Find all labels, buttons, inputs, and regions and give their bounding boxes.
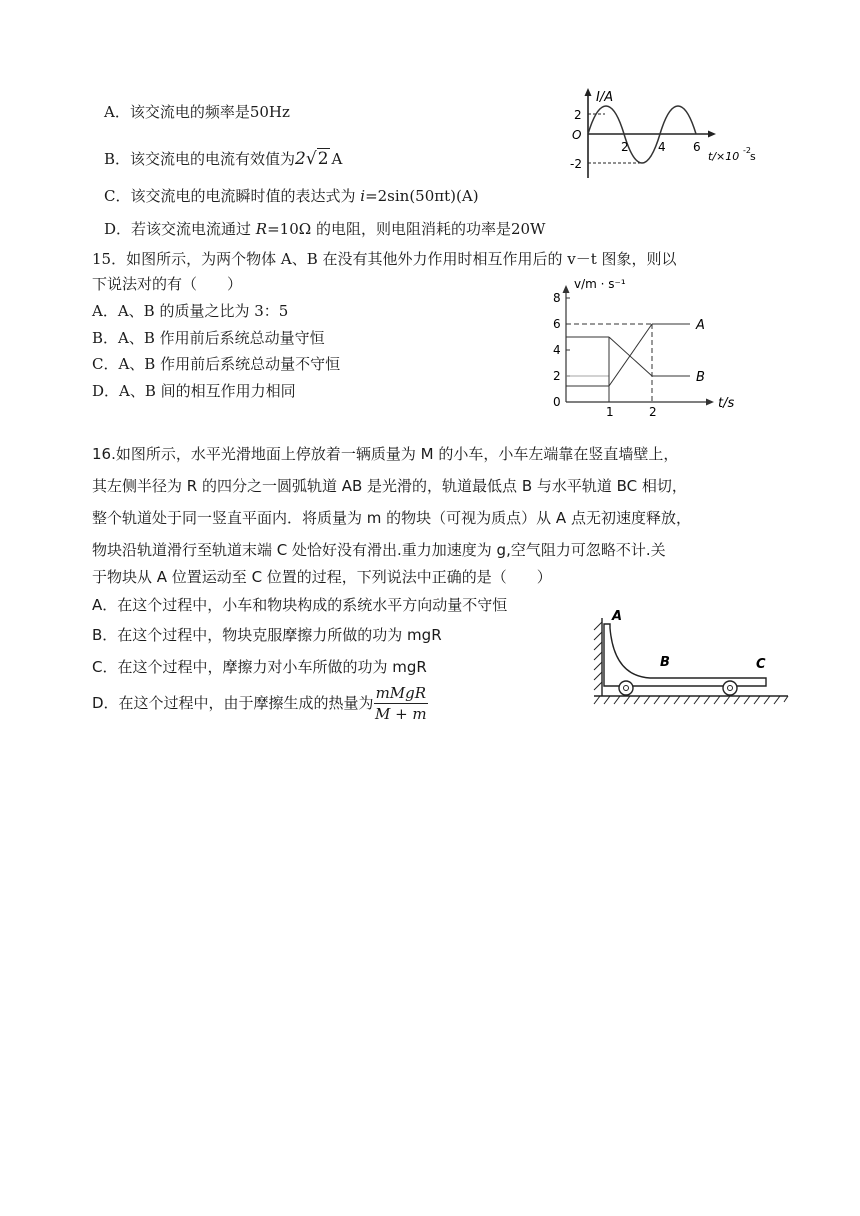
q14-option-b-coefficient: 2 bbox=[295, 149, 306, 169]
q15-label-a: A bbox=[696, 318, 705, 333]
q14-x-label-exp: -2 bbox=[743, 146, 751, 155]
q16-option-d-fraction bbox=[374, 683, 428, 724]
sqrt-symbol: √ bbox=[305, 149, 317, 169]
q15-line-b-transition bbox=[609, 337, 652, 376]
q16-ground-hatch bbox=[594, 696, 788, 704]
q14-option-b-text: B．该交流电的电流有效值为 bbox=[104, 150, 296, 168]
q14-option-c-var: i bbox=[360, 187, 366, 205]
q14-option-b-unit: A bbox=[331, 150, 343, 168]
q15-stem-line1: 15．如图所示，为两个物体 A、B 在没有其他外力作用时相互作用后的 v－t 图象，则以 bbox=[92, 250, 677, 268]
q14-x-tick-2: 2 bbox=[621, 140, 629, 154]
q14-y-label: I/A bbox=[596, 90, 614, 105]
q14-option-c bbox=[104, 186, 479, 206]
q15-y-tick-6: 6 bbox=[553, 317, 561, 331]
q14-x-label: t/×10 bbox=[708, 150, 740, 163]
q15-y-tick-4: 4 bbox=[553, 343, 561, 357]
q16-option-d-text: D．在这个过程中，由于摩擦生成的热量为 bbox=[92, 694, 374, 712]
q14-option-b-radicand: 2 bbox=[317, 149, 329, 169]
q15-option-c: C．A、B 作用前后系统总动量不守恒 bbox=[92, 355, 341, 373]
q14-option-d-var: R bbox=[255, 220, 268, 238]
q14-option-b bbox=[104, 147, 342, 171]
q15-stem-line2: 下说法对的有（ ） bbox=[92, 275, 243, 293]
q16-cart-body bbox=[604, 624, 766, 686]
q14-option-d bbox=[104, 219, 545, 239]
q15-y-arrow-icon bbox=[563, 285, 570, 293]
q15-y-tick-8: 8 bbox=[553, 291, 561, 305]
q15-y-tick-0: 0 bbox=[553, 395, 561, 409]
q16-fraction-denominator: M + m bbox=[374, 705, 427, 723]
q15-option-d: D．A、B 间的相互作用力相同 bbox=[92, 382, 296, 400]
q14-x-arrow-icon bbox=[708, 131, 716, 138]
q16-option-d bbox=[92, 682, 428, 724]
q16-stem-line5: 于物块从 A 位置运动至 C 位置的过程，下列说法中正确的是（ ） bbox=[92, 568, 552, 586]
q15-option-a: A．A、B 的质量之比为 3：5 bbox=[92, 302, 289, 320]
q16-stem-line3: 整个轨道处于同一竖直平面内．将质量为 m 的物块（可视为质点）从 A 点无初速度释放， bbox=[92, 509, 691, 527]
q14-y-tick-neg: -2 bbox=[570, 157, 582, 171]
q14-option-c-expr: =2sin(50πt)(A) bbox=[365, 187, 479, 205]
q16-label-c: C bbox=[756, 657, 766, 672]
q14-y-arrow-icon bbox=[585, 88, 592, 96]
q16-label-b: B bbox=[660, 655, 670, 670]
q15-x-arrow-icon bbox=[706, 399, 714, 406]
q14-y-tick-pos: 2 bbox=[574, 108, 582, 122]
q14-x-tick-6: 6 bbox=[693, 140, 701, 154]
q15-y-tick-2: 2 bbox=[553, 369, 561, 383]
q15-y-label: v/m · s⁻¹ bbox=[574, 277, 626, 291]
q16-stem-line2: 其左侧半径为 R 的四分之一圆弧轨道 AB 是光滑的，轨道最低点 B 与水平轨道 BC 相切， bbox=[92, 477, 687, 495]
q16-stem-line4: 物块沿轨道滑行至轨道末端 C 处恰好没有滑出.重力加速度为 g,空气阻力可忽略不计.关 bbox=[92, 541, 666, 559]
q16-wheel-right-icon bbox=[723, 681, 737, 695]
q15-vt-graph bbox=[548, 276, 748, 422]
q16-cart-figure bbox=[588, 606, 794, 714]
q14-option-d-text: D．若该交流电流通过 bbox=[104, 220, 256, 238]
q16-stem-line1: 16.如图所示，水平光滑地面上停放着一辆质量为 M 的小车，小车左端靠在竖直墙壁上， bbox=[92, 445, 679, 463]
q15-option-b: B．A、B 作用前后系统总动量守恒 bbox=[92, 329, 325, 347]
q15-x-tick-2: 2 bbox=[649, 405, 657, 419]
q16-option-a: A．在这个过程中，小车和物块构成的系统水平方向动量不守恒 bbox=[92, 596, 508, 614]
q16-wheel-left-icon bbox=[619, 681, 633, 695]
q16-wall-hatch bbox=[594, 622, 602, 690]
q14-x-label-unit: s bbox=[750, 150, 756, 163]
q14-origin-label: O bbox=[572, 128, 582, 142]
q14-x-tick-4: 4 bbox=[658, 140, 666, 154]
q14-current-graph bbox=[560, 86, 760, 182]
q15-x-tick-1: 1 bbox=[606, 405, 614, 419]
q15-line-a-transition bbox=[609, 324, 652, 386]
q16-label-a: A bbox=[612, 609, 623, 624]
q16-fraction-numerator: mMgR bbox=[375, 684, 427, 702]
q15-label-b: B bbox=[696, 370, 705, 385]
q14-option-c-text: C．该交流电的电流瞬时值的表达式为 bbox=[104, 187, 361, 205]
q15-x-label: t/s bbox=[718, 396, 735, 411]
q14-option-d-rest: =10Ω 的电阻，则电阻消耗的功率是20W bbox=[267, 220, 546, 238]
q16-option-b: B．在这个过程中，物块克服摩擦力所做的功为 mgR bbox=[92, 626, 442, 644]
q14-option-a: A．该交流电的频率是50Hz bbox=[104, 103, 290, 121]
q16-option-c: C．在这个过程中，摩擦力对小车所做的功为 mgR bbox=[92, 658, 427, 676]
